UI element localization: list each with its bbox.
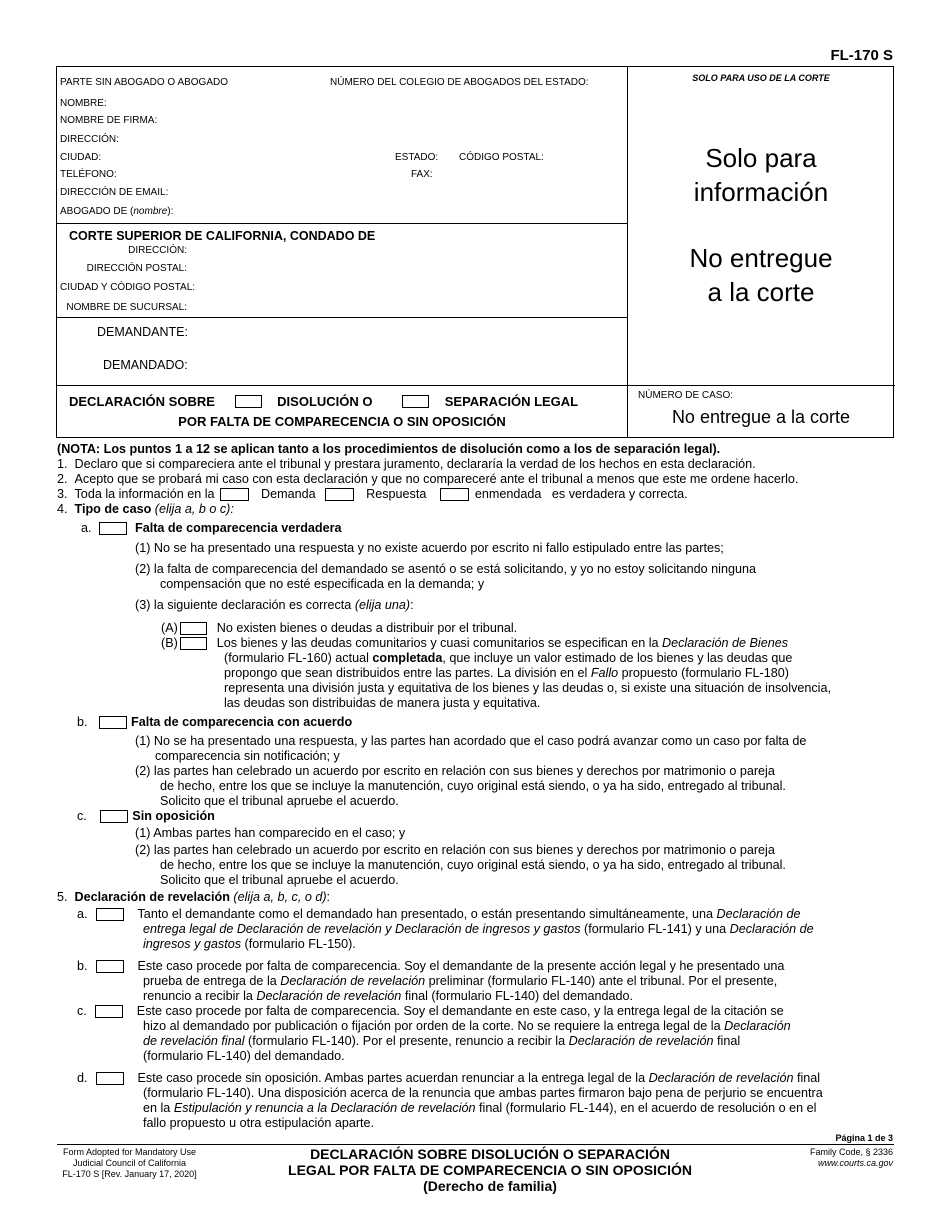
item-4c: c. Sin oposición [77,809,215,823]
item-5d: d. Este caso procede sin oposición. Ambas partes acuerdan renunciar a la entrega legal de la Declaración de revelación final (formulario FL-140). Una disposición acerca de la renuncia que ambas partes firmaron bajo pena de perjurio se encuentra en la Estipulación y renuncia a la Declaración de revelación final (formulario FL-144), en el acuerdo de resolución o en el fallo propuesto u otra estipulación aparte. [77,1071,823,1130]
item-5b: b. Este caso procede por falta de comparecencia. Soy el demandante de la presente acción legal y he presentado una prueba de entrega de la Declaración de revelación preliminar (formulario FL-140) ante el tribunal. Por el presente, renuncio a recibir la Declaración de revelación final (formulario FL-140) del demandado. [77,959,785,1003]
firm-field[interactable]: NOMBRE DE FIRMA: [60,115,158,126]
note: (NOTA: Los puntos 1 a 12 se aplican tanto a los procedimientos de disolución como a los de separación legal). [57,442,721,456]
caption-line-2 [57,317,627,318]
petition-checkbox[interactable] [220,488,249,501]
publication-service-checkbox[interactable] [95,1005,123,1018]
declaration-body [57,442,897,1131]
footer-title: DECLARACIÓN SOBRE DISOLUCIÓN O SEPARACIÓN LEGAL POR FALTA DE COMPARECENCIA O SIN OPOSICIÓN (Derecho de familia) [288,1146,692,1194]
item-4b-2: (2) las partes han celebrado un acuerdo por escrito en relación con sus bienes y derechos por matrimonio o pareja de hecho, entre los que se incluye la manutención, cuyo original está siendo, o ya ha sido, entregado al tribunal. Solicito que el tribunal apruebe el acuerdo. [135,764,786,808]
caption-line-1 [57,223,627,224]
response-checkbox[interactable] [325,488,354,501]
address-field[interactable]: DIRECCIÓN: [60,134,119,145]
item-4a-3: (3) la siguiente declaración es correcta (elija una): [135,598,414,612]
case-number-value: No entregue a la corte [671,407,851,427]
no-property-checkbox[interactable] [180,622,207,635]
petitioner-field[interactable]: DEMANDANTE: [97,325,188,339]
email-field[interactable]: DIRECCIÓN DE EMAIL: [60,187,169,198]
caption-header [56,66,894,438]
respondent-field[interactable]: DEMANDADO: [103,358,188,372]
footer-adoption: Form Adopted for Mandatory Use Judicial Council of California FL-170 S [Rev. January 17, 2020] [62,1147,197,1179]
court-street-field[interactable]: DIRECCIÓN: [128,245,187,256]
item-4a-3-A: (A) No existen bienes o deudas a distribuir por el tribunal. [161,621,518,635]
item-3: 3. Toda la información en la Demanda Respuesta enmendada es verdadera y correcta. [57,487,688,501]
court-branch-field[interactable]: NOMBRE DE SUCURSAL: [66,302,187,313]
item-4c-2: (2) las partes han celebrado un acuerdo por escrito en relación con sus bienes y derechos por matrimonio o pareja de hecho, entre los que se incluye la manutención, cuyo original está siendo, o ya ha sido, entregado al tribunal. Solicito que el tribunal apruebe el acuerdo. [135,843,786,887]
item-4b-1: (1) No se ha presentado una respuesta, y las partes han acordado que el caso podrá avanzar como un caso por falta de comparecencia sin notificación; y [135,734,807,763]
item-4c-1: (1) Ambas partes han comparecido en el caso; y [135,826,406,840]
watermark-no-file: No entregue a la corte [689,243,833,307]
zip-field[interactable]: CÓDIGO POSTAL: [459,152,544,163]
item-4a-3-B: (B) Los bienes y las deudas comunitarios y cuasi comunitarios se especifican en la Declaración de Bienes (formulario FL-160) actual completada, que incluye un valor estimado de los bienes y las deudas que propongo que sean distribuidos entre las partes. La división en el Fallo propuesto (formulario FL-180) representa una división justa y equitativa de los bienes y las deudas o, si existe una situación de insolvencia, las deudas son distribuidas de manera justa y equitativa. [161,636,831,710]
item-4a: a. Falta de comparecencia verdadera [81,521,342,535]
document-subtitle: POR FALTA DE COMPARECENCIA O SIN OPOSICIÓN [178,414,506,429]
property-listed-checkbox[interactable] [180,637,207,650]
item-4b: b. Falta de comparecencia con acuerdo [77,715,353,729]
fax-field[interactable]: FAX: [411,169,433,180]
footer-rule [57,1144,894,1145]
name-field[interactable]: NOMBRE: [60,98,107,109]
city-field[interactable]: CIUDAD: [60,152,102,163]
phone-field[interactable]: TELÉFONO: [60,169,117,180]
default-with-agreement-checkbox[interactable] [99,716,127,729]
dissolution-checkbox[interactable] [235,395,262,408]
item-4: 4. Tipo de caso (elija a, b o c): [57,502,234,516]
item-5a: a. Tanto el demandante como el demandado han presentado, o están presentando simultáneamente, una Declaración de entrega legal de Declaración de revelación y Declaración de ingresos y gastos (formulario FL-141) y una Declaración de ingresos y gastos (formulario FL-150). [77,907,814,951]
form-number: FL-170 S [830,47,893,64]
waive-respondent-final-checkbox[interactable] [96,960,124,973]
amended-checkbox[interactable] [440,488,469,501]
both-disclosure-checkbox[interactable] [96,908,124,921]
court-city-zip-field[interactable]: CIUDAD Y CÓDIGO POSTAL: [60,282,196,293]
uncontested-waiver-checkbox[interactable] [96,1072,124,1085]
court-use-label: SOLO PARA USO DE LA CORTE [692,73,830,83]
state-field[interactable]: ESTADO: [395,152,439,163]
case-number-label: NÚMERO DE CASO: [638,390,734,401]
uncontested-checkbox[interactable] [100,810,128,823]
item-4a-2: (2) la falta de comparecencia del demandado se asentó o se está solicitando, y yo no estoy solicitando ninguna compensación que no esté especificada en la demanda; y [135,562,756,591]
item-5: 5. Declaración de revelación (elija a, b, c, o d): [57,890,331,904]
item-5c: c. Este caso procede por falta de comparecencia. Soy el demandante en este caso, y la entrega legal de la citación se hizo al demandado por publicación o fijación por orden de la corte. No se requiere la entrega legal de la Declaración de revelación final (formulario FL-140). Por el presente, renuncio a recibir la Declaración de revelación final (formulario FL-140) del demandado. [77,1004,791,1063]
court-mailing-field[interactable]: DIRECCIÓN POSTAL: [86,263,187,274]
court-title: CORTE SUPERIOR DE CALIFORNIA, CONDADO DE [69,229,376,243]
item-4a-1: (1) No se ha presentado una respuesta y no existe acuerdo por escrito ni fallo estipulado entre las partes; [135,541,724,555]
item-2: 2. Acepto que se probará mi caso con esta declaración y que no compareceré ante el tribunal a menos que este me ordene hacerlo. [57,472,799,486]
true-default-checkbox[interactable] [99,522,127,535]
legal-separation-checkbox[interactable] [402,395,429,408]
footer-citation: Family Code, § 2336 www.courts.ca.gov [809,1147,893,1168]
item-1: 1. Declaro que si compareciera ante el tribunal y prestara juramento, declararía la verdad de los hechos en esta declaración. [57,457,756,471]
caption-line-3 [57,385,895,386]
page-number: Página 1 de 3 [835,1133,893,1143]
document-title: DECLARACIÓN SOBRE DISOLUCIÓN O SEPARACIÓN LEGAL [69,394,579,409]
attorney-for-field[interactable]: ABOGADO DE (nombre): [60,206,174,217]
bar-number-label: NÚMERO DEL COLEGIO DE ABOGADOS DEL ESTADO: [330,77,589,88]
attorney-label: PARTE SIN ABOGADO O ABOGADO [60,77,229,88]
watermark-info: Solo para información [693,143,829,207]
